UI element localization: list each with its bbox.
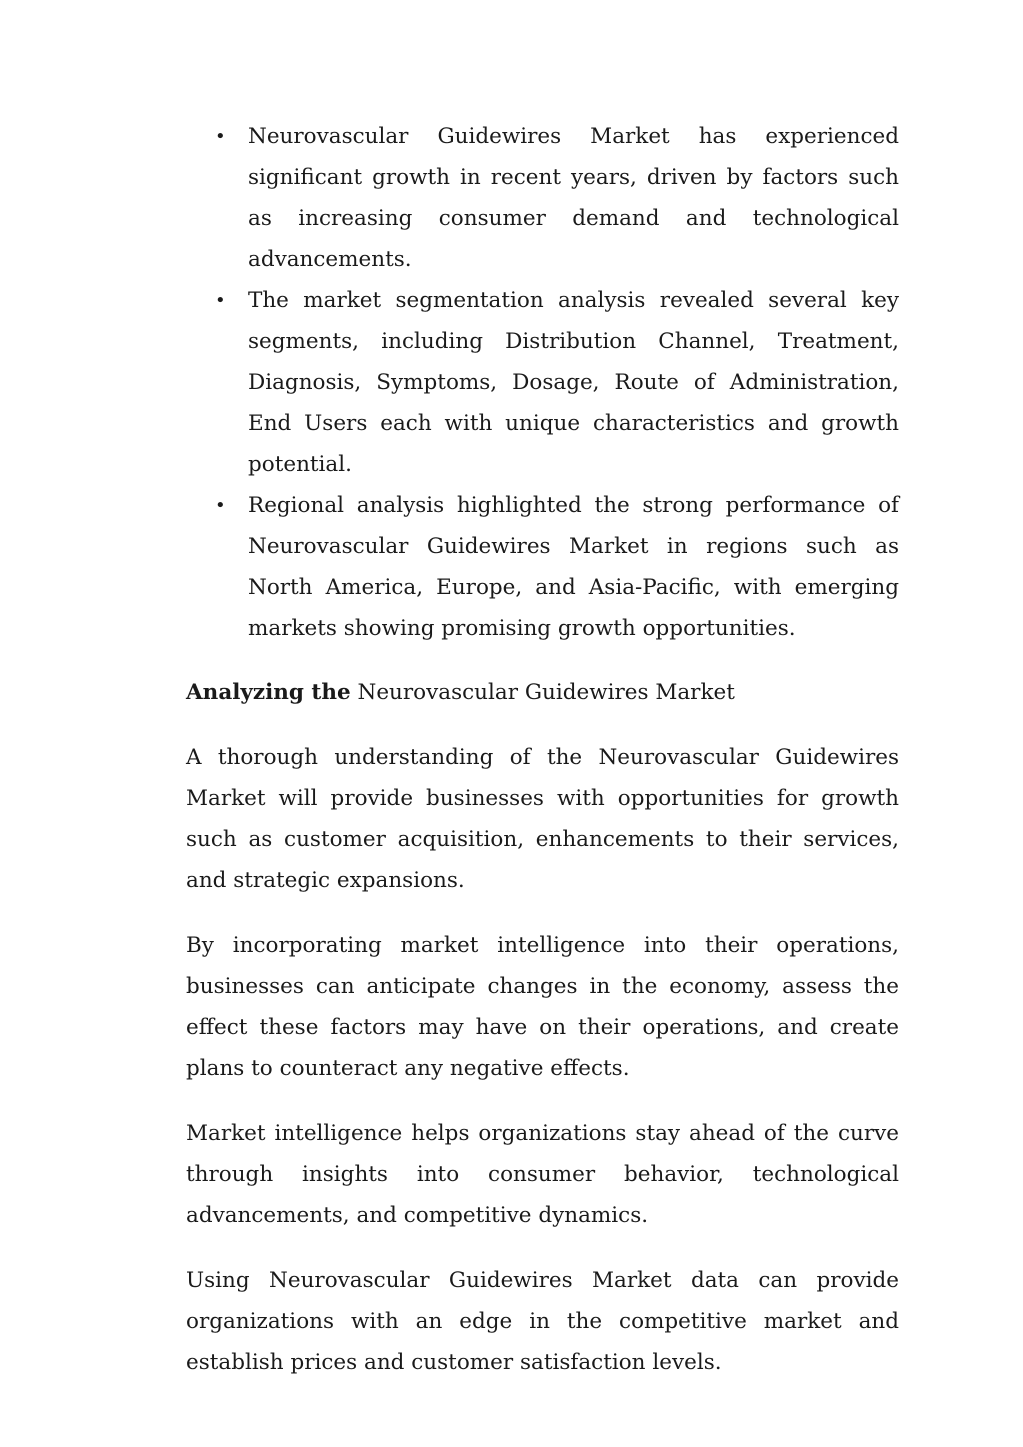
list-item-text: The market segmentation analysis revealed several key segments, including Distribution Channel, Treatment, Diagnosis, Symptoms, Dosage, Route of Administration, End Users each with unique characteristics and growth potential. [248,288,899,477]
paragraph: Using Neurovascular Guidewires Market data can provide organizations with an edge in the competitive market and establish prices and customer satisfaction levels. [186,1268,899,1375]
section-heading-bold: Analyzing the [186,680,351,705]
paragraph: By incorporating market intelligence into their operations, businesses can anticipate changes in the economy, assess the effect these factors may have on their operations, and create plans to counteract any negative effects. [186,933,899,1081]
list-item [215,485,899,649]
bullet-icon: • [215,495,226,516]
list-item-text: Neurovascular Guidewires Market has experienced significant growth in recent years, driven by factors such as increasing consumer demand and technological advancements. [248,124,899,272]
section-heading [186,672,899,713]
section-heading-text: Neurovascular Guidewires Market [350,680,735,705]
paragraph: Market intelligence helps organizations stay ahead of the curve through insights into consumer behavior, technological advancements, and competitive dynamics. [186,1121,899,1228]
bullet-icon: • [215,126,226,147]
findings-list [186,116,899,649]
document-page [186,116,899,1383]
list-item-text: Regional analysis highlighted the strong performance of Neurovascular Guidewires Market in regions such as North America, Europe, and Asia-Pacific, with emerging markets showing promising growth opportunities. [248,493,899,641]
list-item [215,280,899,485]
bullet-icon: • [215,290,226,311]
paragraph: A thorough understanding of the Neurovascular Guidewires Market will provide businesses with opportunities for growth such as customer acquisition, enhancements to their services, and strategic expansions. [186,745,899,893]
list-item [215,116,899,280]
